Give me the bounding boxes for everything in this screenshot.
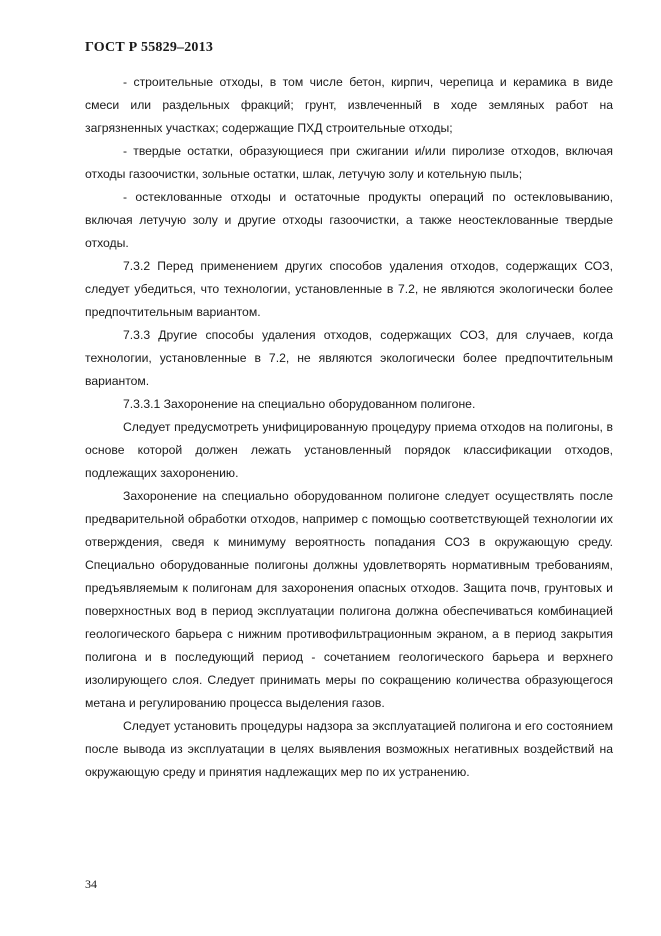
paragraph-7-3-3-1: 7.3.3.1 Захоронение на специально оборудованном полигоне. bbox=[123, 397, 476, 411]
paragraph-7-3-2: 7.3.2 Перед применением других способов удаления отходов, содержащих СОЗ, следует убедиться, что технологии, установленные в 7.2, не являются экологически более предпочтительным вариантом. bbox=[85, 259, 613, 319]
document-header: ГОСТ Р 55829–2013 bbox=[85, 40, 214, 55]
paragraph-landfill-disposal: Захоронение на специально оборудованном полигоне следует осуществлять после предварительной обработки отходов, например с помощью соответствующей технологии их отверждения, сведя к минимуму вероятность попадания СОЗ в окружающую среду. Специально оборудованные полигоны должны удовлетворять нормативным требованиям, предъявляемым к полигонам для захоронения опасных отходов. Защита почв, грунтовых и поверхностных вод в период эксплуатации полигона должна обеспечиваться комбинацией геологического барьера с нижним противофильтрационным экраном, а в период закрытия полигона и в последующий период - сочетанием геологического барьера и верхнего изолирующего слоя. Следует принимать меры по сокращению количества образующегося метана и регулированию процесса выделения газов. bbox=[85, 489, 613, 710]
document-body bbox=[85, 71, 613, 784]
paragraph-7-3-3: 7.3.3 Другие способы удаления отходов, содержащих СОЗ, для случаев, когда технологии, установленные в 7.2, не являются экологически более предпочтительным вариантом. bbox=[85, 328, 613, 388]
page-number: 34 bbox=[85, 877, 97, 891]
paragraph-construction-waste: - строительные отходы, в том числе бетон, кирпич, черепица и керамика в виде смеси или раздельных фракций; грунт, извлеченный в ходе земляных работ на загрязненных участках; содержащие ПХД строительные отходы; bbox=[85, 75, 613, 135]
paragraph-vitrified-waste: - остеклованные отходы и остаточные продукты операций по остекловыванию, включая летучую золу и другие отходы газоочистки, а также неостеклованные твердые отходы. bbox=[85, 190, 613, 250]
paragraph-solid-residues: - твердые остатки, образующиеся при сжигании и/или пиролизе отходов, включая отходы газоочистки, зольные остатки, шлак, летучую золу и котельную пыль; bbox=[85, 144, 613, 181]
paragraph-acceptance-procedure: Следует предусмотреть унифицированную процедуру приема отходов на полигоны, в основе которой должен лежать установленный порядок классификации отходов, подлежащих захоронению. bbox=[85, 420, 613, 480]
paragraph-landfill-monitoring: Следует установить процедуры надзора за эксплуатацией полигона и его состоянием после вывода из эксплуатации в целях выявления возможных негативных воздействий на окружающую среду и принятия надлежащих мер по их устранению. bbox=[85, 719, 613, 779]
